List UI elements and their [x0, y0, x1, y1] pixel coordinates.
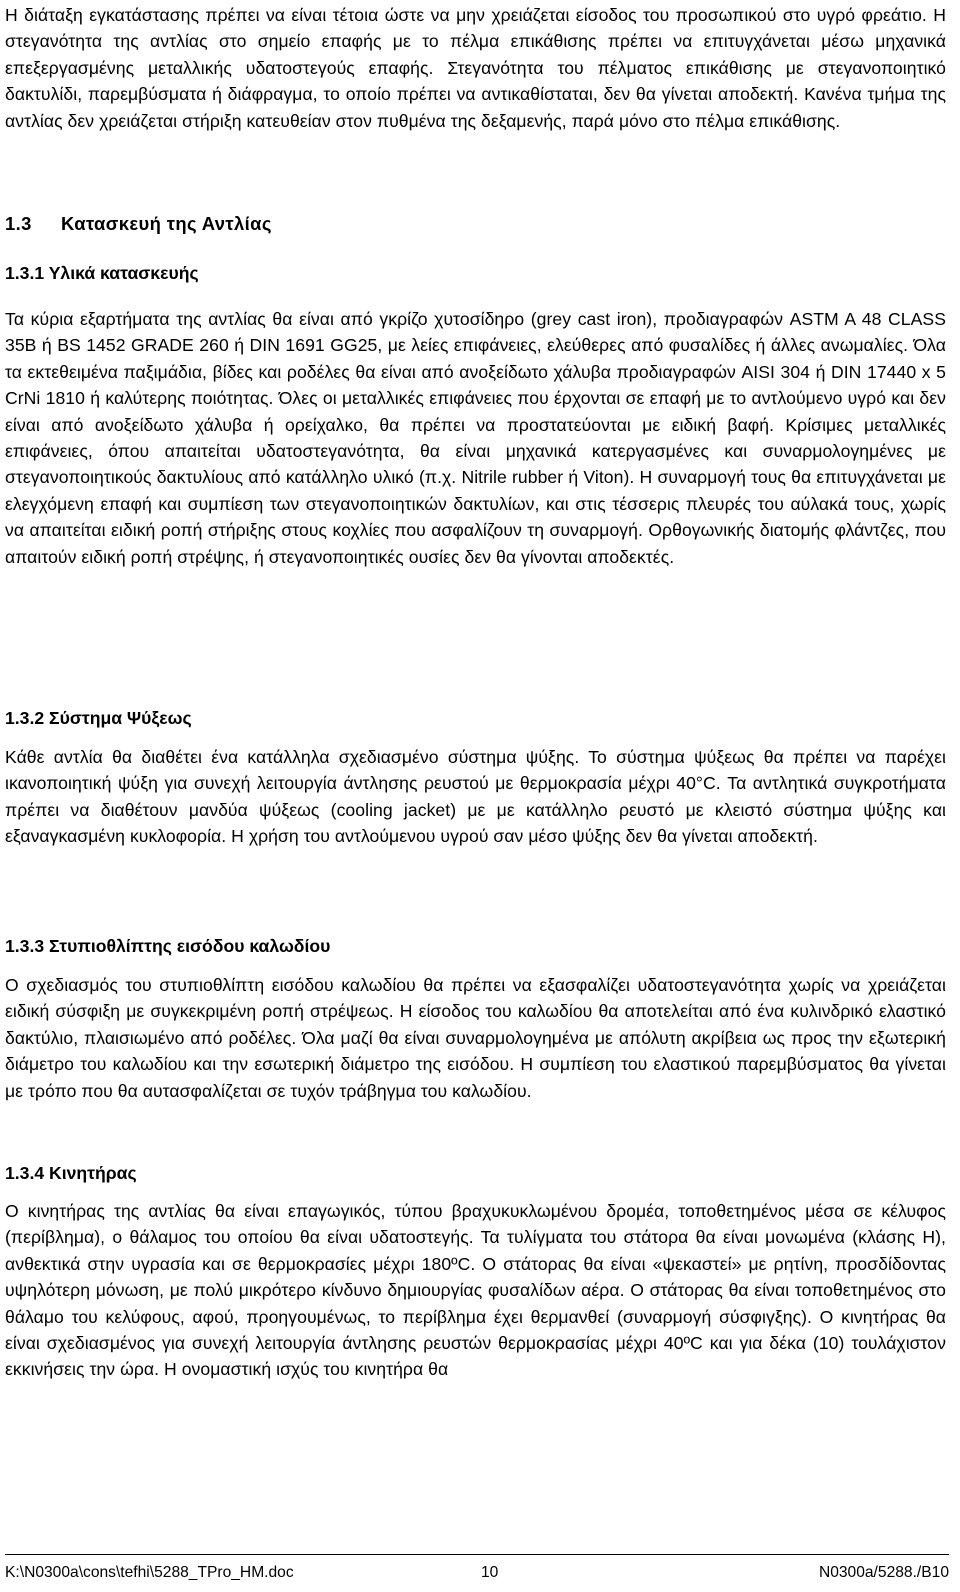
section-title: Κατασκευή της Αντλίας	[61, 213, 272, 234]
subsection-heading-motor: 1.3.4 Κινητήρας	[5, 1163, 137, 1183]
subsection-heading-materials: 1.3.1 Υλικά κατασκευής	[5, 263, 199, 283]
footer-page-number: 10	[481, 1564, 499, 1581]
paragraph-installation: Η διάταξη εγκατάστασης πρέπει να είναι τέτοια ώστε να μην χρειάζεται είσοδος του προσωπικού στο υγρό φρεάτιο. Η στεγανότητα της αντλίας στο σημείο επαφής με το πέλμα επικάθισης πρέπει να επιτυγχάνεται μέσω μηχανικά επεξεργασμένης μεταλλικής υδατοστεγούς επαφής. Στεγανότητα του πέλματος επικάθισης με στεγανοποιητικό δακτυλίδι, παρεμβύσματα ή διάφραγμα, το οποίο πρέπει να αντικαθίσταται, δεν θα γίνεται αποδεκτή. Κανένα τμήμα της αντλίας δεν χρειάζεται στήριξη κατευθείαν στον πυθμένα της δεξαμενής, παρά μόνο στο πέλμα επικάθισης.	[5, 5, 946, 131]
paragraph-cable-gland: Ο σχεδιασμός του στυπιοθλίπτη εισόδου καλωδίου θα πρέπει να εξασφαλίζει υδατοστεγανότητα χωρίς να χρειάζεται ειδική σύσφιξη με συγκεκριμένη ροπή στρέψεως. Η είσοδος του καλωδίου θα αποτελείται από ένα κυλινδρικό ελαστικό δακτύλιο, πλαισιωμένο από ροδέλες. Όλα μαζί θα είναι συναρμολογημένα με απόλυτη ακρίβεια ως προς την εξωτερική διάμετρο του καλωδίου και την εσωτερική διάμετρο της εισόδου. Η συμπίεση του ελαστικού παρεμβύσματος θα γίνεται με τρόπο που θα αυτασφαλίζεται σε τυχόν τράβηγμα του καλωδίου.	[5, 975, 946, 1101]
paragraph-cooling: Κάθε αντλία θα διαθέτει ένα κατάλληλα σχεδιασμένο σύστημα ψύξης. Το σύστημα ψύξεως θα πρέπει να παρέχει ικανοποιητική ψύξη για συνεχή λειτουργία άντλησης ρευστού με θερμοκρασία μέχρι 40°C. Τα αντλητικά συγκροτήματα πρέπει να διαθέτουν μανδύα ψύξεως (cooling jacket) με με κατάλληλο ρευστό με κλειστό σύστημα ψύξης και εξαναγκασμένη κυκλοφορία. Η χρήση του αντλούμενου υγρού σαν μέσο ψύξης δεν θα γίνεται αποδεκτή.	[5, 747, 946, 847]
page-footer	[5, 1562, 949, 1588]
footer-file-path: K:\N0300a\cons\tefhi\5288_TPro_HM.doc	[5, 1564, 294, 1581]
section-number: 1.3	[5, 213, 32, 234]
subsection-heading-cable-gland: 1.3.3 Στυπιοθλίπτης εισόδου καλωδίου	[5, 936, 331, 956]
subsection-heading-cooling: 1.3.2 Σύστημα Ψύξεως	[5, 708, 192, 728]
paragraph-motor: Ο κινητήρας της αντλίας θα είναι επαγωγικός, τύπου βραχυκυκλωμένου δρομέα, τοποθετημένος μέσα σε κέλυφος (περίβλημα), ο θάλαμος του οποίου θα είναι υδατοστεγής. Τα τυλίγματα του στάτορα θα είναι μονωμένα (κλάσης H), ανθεκτικά στην υγρασία και σε θερμοκρασίες μέχρι 180ºC. Ο στάτορας θα είναι «ψεκαστεί» με ρητίνη, προσδίδοντας υψηλότερη μόνωση, με πολύ μικρότερο κίνδυνο δημιουργίας φυσαλίδων αέρα. Ο στάτορας θα είναι τοποθετημένος στο θάλαμο του κελύφους, αφού, προηγουμένως, το περίβλημα έχει θερμανθεί (συναρμογή σύσφιγξης). Ο κινητήρας θα είναι σχεδιασμένος για συνεχή λειτουργία άντλησης ρευστών θερμοκρασίας μέχρι 40ºC και για δέκα (10) τουλάχιστον εκκινήσεις την ώρα. Η ονομαστική ισχύς του κινητήρα θα	[5, 1201, 946, 1380]
section-heading-pump-construction	[5, 211, 272, 237]
footer-divider	[5, 1554, 949, 1555]
footer-document-reference: N0300a/5288./B10	[818, 1564, 949, 1581]
paragraph-materials: Τα κύρια εξαρτήματα της αντλίας θα είναι από γκρίζο χυτοσίδηρο (grey cast iron), προδιαγραφών ASTM A 48 CLASS 35B ή BS 1452 GRADE 260 ή DIN 1691 GG25, με λείες επιφάνειες, ελεύθερες από φυσαλίδες ή άλλες ανωμαλίες. Όλα τα εκτεθειμένα παξιμάδια, βίδες και ροδέλες θα είναι από ανοξείδωτο χάλυβα προδιαγραφών AISI 304 ή DIN 17440 x 5 CrNi 1810 ή καλύτερης ποιότητας. Όλες οι μεταλλικές επιφάνειες που έρχονται σε επαφή με το αντλούμενο υγρό και δεν είναι από ανοξείδωτο χάλυβα ή ορείχαλκο, θα πρέπει να προστατεύονται με ειδική βαφή. Κρίσιμες μεταλλικές επιφάνειες, όπου απαιτείται υδατοστεγανότητα, θα είναι μηχανικά κατεργασμένες και συναρμολογημένες με στεγανοποιητικούς δακτυλίους από κατάλληλο υλικό (π.χ. Nitrile rubber ή Viton). Η συναρμογή τους θα επιτυγχάνεται με ελεγχόμενη επαφή και συμπίεση των στεγανοποιητικών δακτυλίων, και στις τέσσερις πλευρές του αύλακά τους, χωρίς να απαιτείται ειδική ροπή στήριξης στους κοχλίες που ασφαλίζουν τη συναρμογή. Ορθογωνικής διατομής φλάντζες, που απαιτούν ειδική ροπή στρέψης, ή στεγανοποιητικές ουσίες δεν θα γίνονται αποδεκτές.	[5, 309, 946, 567]
